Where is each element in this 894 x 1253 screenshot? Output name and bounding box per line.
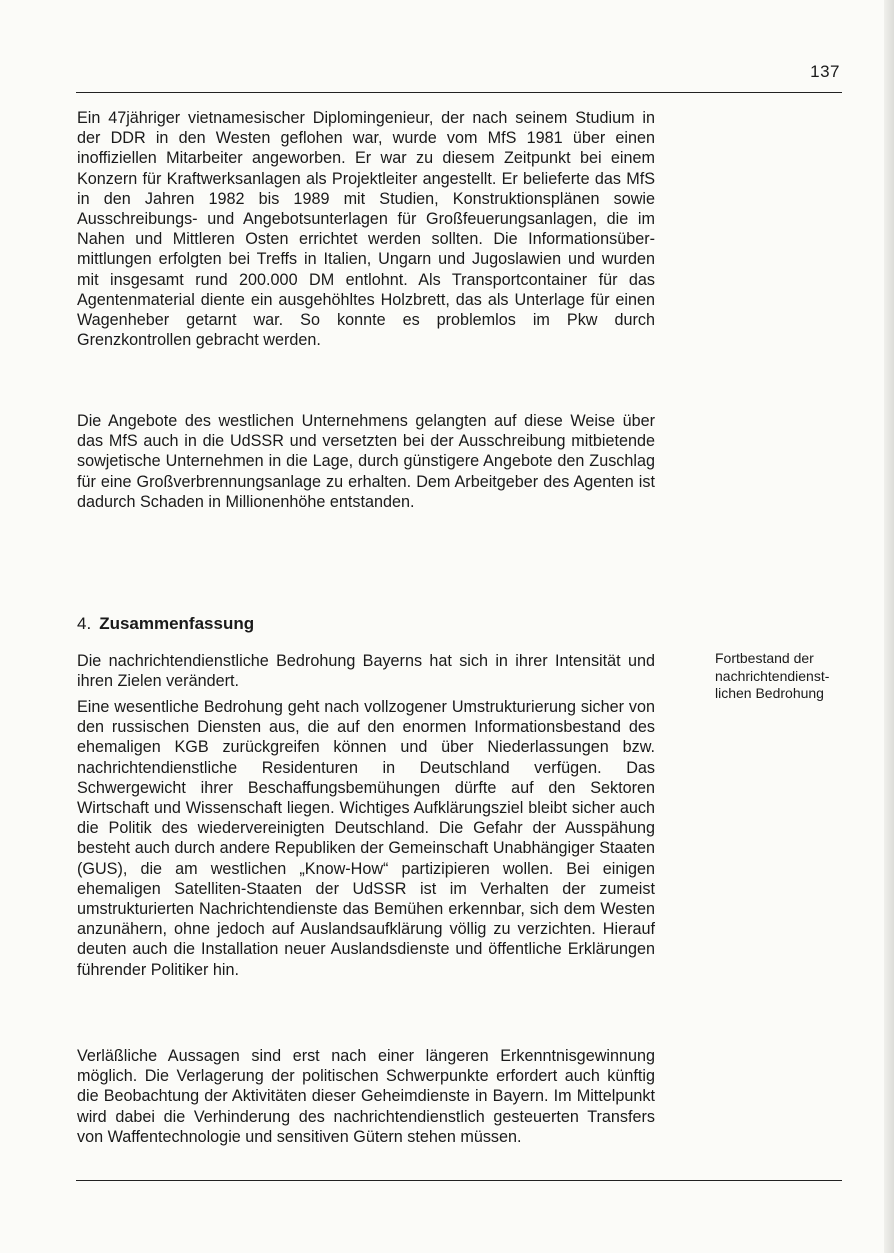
paragraph-text: Eine wesentliche Bedrohung geht nach vollzogener Umstrukturierung sicher von den russischen Diensten aus, die auf den enormen Informationsbestand des ehemaligen KGB zurückgreifen können und über Niederlassungen bzw. nachrichtendienstliche Residenturen in Deutschland verfügen. Das Schwergewicht ihrer Beschaffungsbemühungen dürfte auf den Sektoren Wirtschaft und Wissenschaft liegen. Wichtiges Aufklärungsziel bleibt sicher auch die Politik des wiedervereinigten Deutschland. Die Gefahr der Ausspähung besteht auch durch andere Republiken der Gemeinschaft Unabhängiger Staaten (GUS), die am westlichen „Know-How“ partizipieren wollen. Bei einigen ehemaligen Satelliten-Staaten der UdSSR ist im Verhalten der zumeist umstrukturierten Nachrichtendienste das Bemühen erkennbar, sich dem Westen anzunähern, ohne jedoch auf Auslandsaufklärung völlig zu verzichten. Hierauf deuten auch die Installation neuer Auslandsdienste und öffentliche Erklärungen führender Politiker hin. (77, 698, 655, 979)
section-title: Zusammenfassung (99, 614, 255, 633)
scan-edge (884, 0, 894, 1253)
margin-note (715, 650, 855, 703)
header-rule (76, 92, 842, 93)
footer-rule (76, 1180, 842, 1181)
section-heading (77, 614, 254, 634)
margin-note-line: Fortbestand der (715, 650, 814, 666)
page-number: 137 (810, 62, 840, 81)
paragraph-text: Die nachrichtendienstliche Bedrohung Bayerns hat sich in ihrer Intensität und ihren Zielen verändert. (77, 652, 655, 691)
paragraph-threat-analysis (77, 697, 655, 980)
margin-note-line: nachrichtendienst- (715, 667, 830, 684)
paragraph-summary-intro (77, 651, 655, 691)
paragraph-text: Ein 47jähriger vietnamesischer Diplomingenieur, der nach seinem Studium in der DDR in den Westen geflohen war, wurde vom MfS 1981 über einen inoffiziellen Mitarbeiter angeworben. Er war zu diesem Zeitpunkt bei einem Konzern für Kraftwerksanlagen als Projektleiter angestellt. Er belieferte das MfS in den Jahren 1982 bis 1989 mit Studien, Konstruktionsplänen sowie Ausschreibungs- und Angebotsunterlagen für Großfeuerungsanlagen, die im Nahen und Mittleren Osten errichtet werden sollten. Die Informationsübermittlungen erfolgten bei Treffs in Italien, Ungarn und Jugoslawien und wurden mit insgesamt rund 200.000 DM entlohnt. Als Transportcontainer für das Agentenmaterial diente ein ausgehöhltes Holzbrett, das als Unterlage für einen Wagenheber getarnt war. So konnte es problemlos im Pkw durch Grenzkontrollen gebracht werden. (77, 109, 655, 350)
paragraph-consequences (77, 411, 655, 512)
paragraph-text: Verläßliche Aussagen sind erst nach einer längeren Erkenntnisgewinnung möglich. Die Verlagerung der politischen Schwerpunkte erfordert auch künftig die Beobachtung der Aktivitäten dieser Geheimdienste in Bayern. Im Mittelpunkt wird dabei die Verhinderung des nachrichtendienstlich gesteuerten Transfers von Waffentechnologie und sensitiven Gütern stehen müssen. (77, 1047, 655, 1146)
paragraph-agent-case (77, 108, 655, 350)
section-number: 4. (77, 614, 92, 633)
paragraph-outlook (77, 1046, 655, 1147)
margin-note-line: lichen Bedrohung (715, 685, 824, 701)
paragraph-text: Die Angebote des westlichen Unternehmens gelangten auf diese Weise über das MfS auch in die UdSSR und versetzten bei der Ausschreibung mitbietende sowjetische Unternehmen in die Lage, durch günstigere Angebote den Zuschlag für eine Großverbrennungsanlage zu erhalten. Dem Arbeitgeber des Agenten ist dadurch Schaden in Millionenhöhe entstanden. (77, 412, 655, 511)
